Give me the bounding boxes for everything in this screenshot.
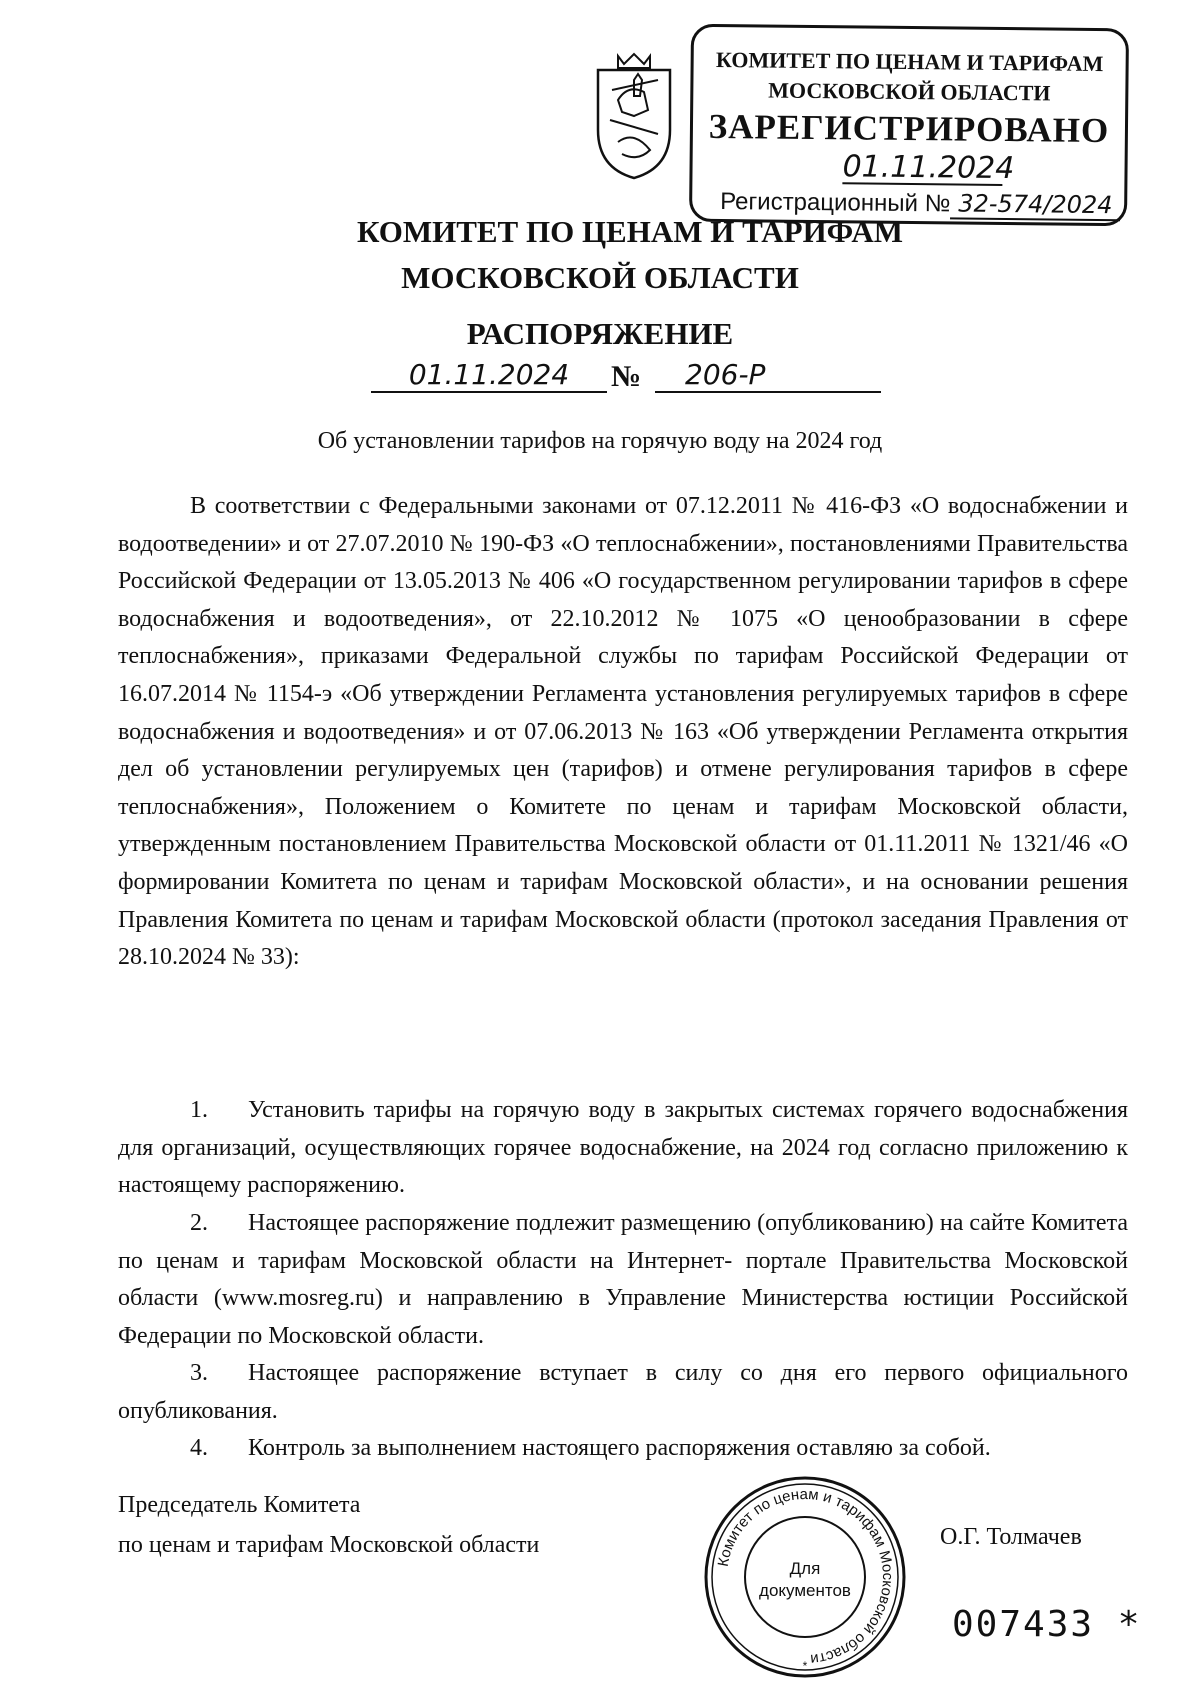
- list-item: [118, 1355, 1128, 1430]
- signer-position-line2: по ценам и тарифам Московской области: [118, 1532, 540, 1558]
- org-title-line1: КОМИТЕТ ПО ЦЕНАМ И ТАРИФАМ: [357, 214, 903, 249]
- doc-date: 01.11.2024: [371, 358, 607, 393]
- item-number: 4.: [190, 1435, 208, 1461]
- doc-number-label: №: [611, 360, 642, 393]
- coat-of-arms-icon: [588, 50, 680, 182]
- seal-ring-text: Комитет по ценам и тарифам Московской области: [714, 1485, 897, 1668]
- svg-text:*: *: [802, 1659, 808, 1673]
- item-number: 3.: [190, 1360, 208, 1386]
- item-text: Настоящее распоряжение вступает в силу со дня его первого официального опубликования.: [118, 1360, 1128, 1424]
- stamp-org-line2: МОСКОВСКОЙ ОБЛАСТИ: [768, 77, 1051, 106]
- item-text: Контроль за выполнением настоящего распоряжения оставляю за собой.: [248, 1435, 991, 1461]
- seal-center-line1: Для: [789, 1559, 821, 1578]
- stamp-reg-number: 32-574/2024: [950, 189, 1120, 221]
- list-item: [118, 1092, 1128, 1205]
- doc-type-title: РАСПОРЯЖЕНИЕ: [466, 316, 734, 351]
- doc-date-number: [365, 358, 885, 394]
- signer-position-line1: Председатель Комитета: [118, 1492, 361, 1518]
- stamp-status: ЗАРЕГИСТРИРОВАНО: [708, 106, 1110, 151]
- item-number: 2.: [190, 1210, 208, 1236]
- seal-center-line2: документов: [759, 1581, 851, 1600]
- stamp-org-line1: КОМИТЕТ ПО ЦЕНАМ И ТАРИФАМ: [715, 46, 1104, 77]
- official-seal: [702, 1474, 908, 1680]
- registration-stamp: [689, 24, 1129, 227]
- doc-subject: Об установлении тарифов на горячую воду на 2024 год: [317, 428, 883, 454]
- list-item: [118, 1205, 1128, 1355]
- item-number: 1.: [190, 1097, 208, 1123]
- signer-position: [118, 1485, 539, 1565]
- form-serial-number: 007433 *: [952, 1604, 1142, 1645]
- preamble-paragraph: В соответствии с Федеральными законами от 07.12.2011 № 416-ФЗ «О водоснабжении и водоотведении» и от 27.07.2010 № 190-ФЗ «О теплоснабжении», постановлениями Правительства Российской Федерации от 13.05.2013 № 406 «О государственном регулировании тарифов в сфере водоснабжения и водоотведения», от 22.10.2012 № 1075 «О ценообразовании в сфере теплоснабжения», приказами Федеральной службы по тарифам Российской Федерации от 16.07.2014 № 1154-э «Об утверждении Регламента установления регулируемых тарифов в сфере водоснабжения и водоотведения» и от 07.06.2013 № 163 «Об утверждении Регламента открытия дел об установлении регулируемых цен (тарифов) и отмене регулирования тарифов в сфере теплоснабжения», Положением о Комитете по ценам и тарифам Московской области, утвержденным постановлением Правительства Московской области от 01.11.2011 № 1321/46 «О формировании Комитета по ценам и тарифам Московской области», и на основании решения Правления Комитета по ценам и тарифам Московской области (протокол заседания Правления от 28.10.2024 № 33):: [118, 493, 1128, 971]
- org-title-line2: МОСКОВСКОЙ ОБЛАСТИ: [401, 260, 799, 295]
- list-item: [118, 1430, 1128, 1468]
- item-text: Установить тарифы на горячую воду в закрытых системах горячего водоснабжения для организаций, осуществляющих горячее водоснабжение, на 2024 год согласно приложению к настоящему распоряжению.: [118, 1097, 1128, 1199]
- stamp-date: 01.11.2024: [842, 149, 1015, 187]
- doc-number: 206-Р: [655, 358, 881, 393]
- stamp-reg-label: Регистрационный №: [720, 188, 951, 218]
- signer-name: О.Г. Толмачев: [940, 1524, 1082, 1550]
- item-text: Настоящее распоряжение подлежит размещению (опубликованию) на сайте Комитета по ценам и тарифам Московской области на Интернет- портале Правительства Московской области (www.mosreg.ru) и направлению в Управление Министерства юстиции Российской Федерации по Московской области.: [118, 1210, 1128, 1349]
